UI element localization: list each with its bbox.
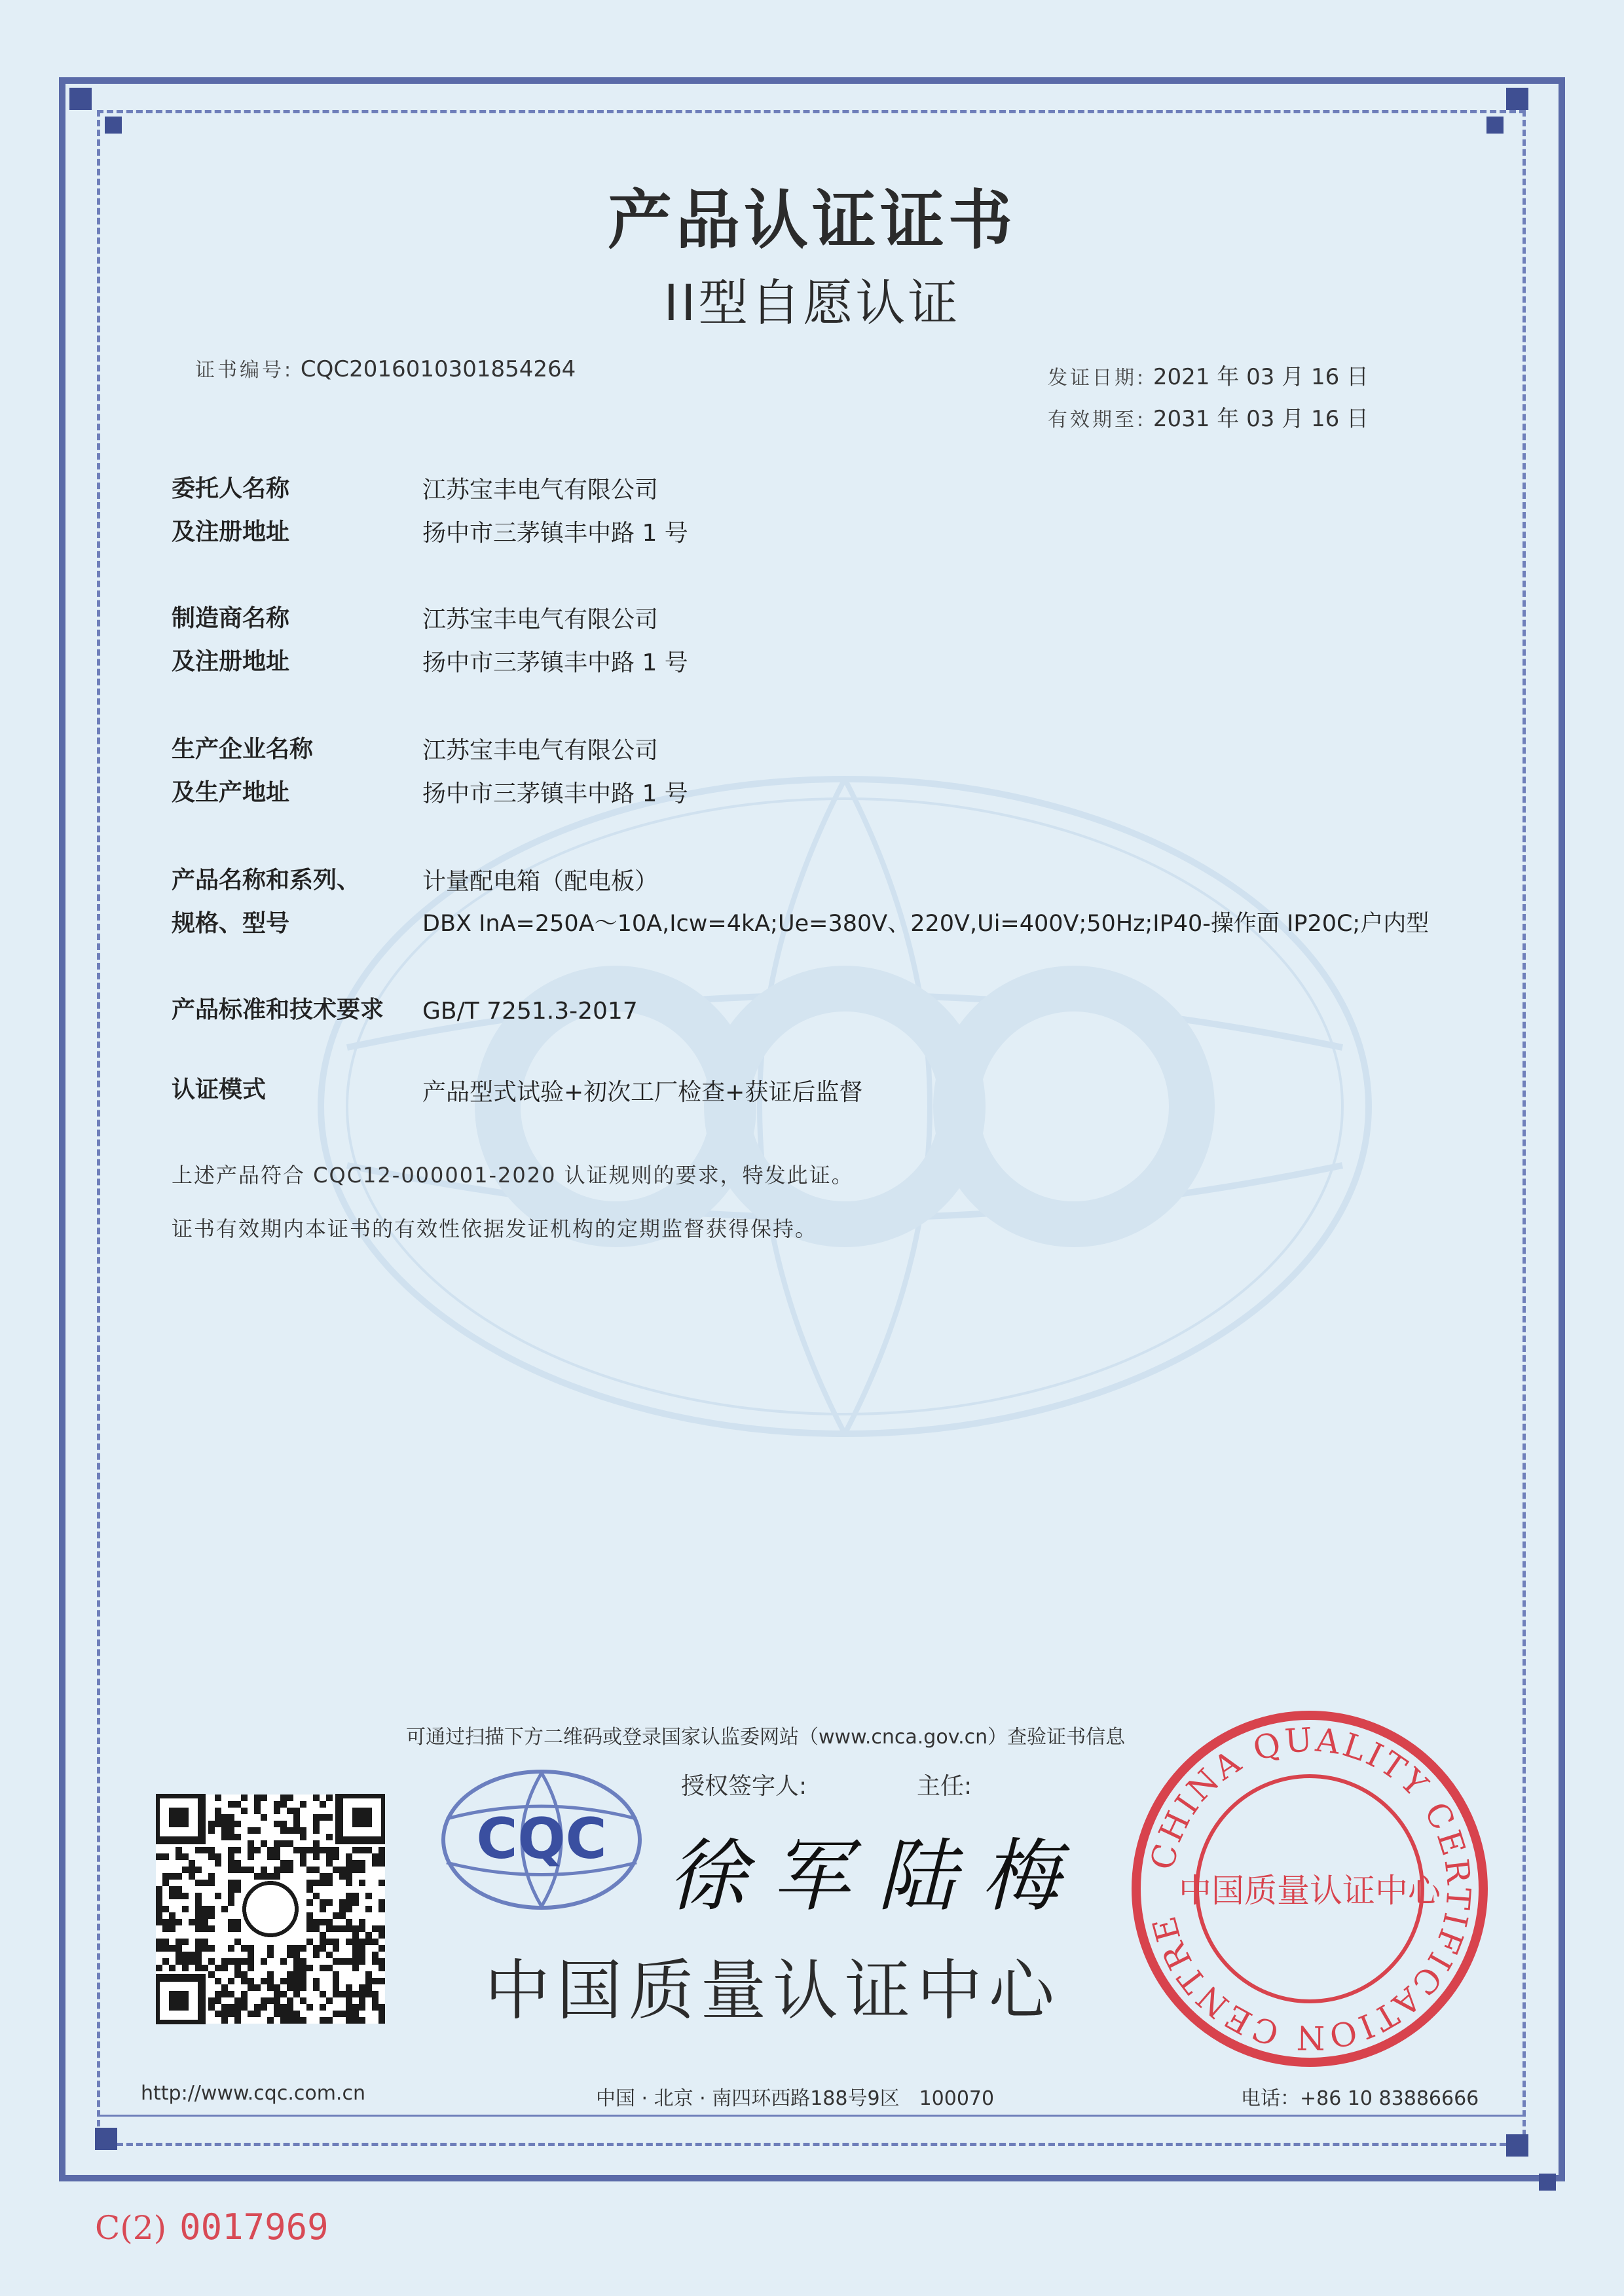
maker-label-2: 及注册地址 — [172, 648, 290, 675]
maker-name: 江苏宝丰电气有限公司 — [422, 606, 659, 633]
serial-number-row — [95, 2206, 329, 2248]
seal-english-text: CHINA QUALITY CERTIFICATION CENTRE — [1143, 1721, 1478, 2057]
standard-value: GB/T 7251.3-2017 — [422, 998, 638, 1025]
organization-name: 中国质量认证中心 — [485, 1952, 1061, 2029]
statement-1: 上述产品符合 CQC12-000001-2020 认证规则的要求，特发此证。 — [172, 1163, 854, 1188]
cert-number: CQC20160103018542​64 — [300, 356, 576, 382]
factory-name: 江苏宝丰电气有限公司 — [422, 737, 659, 764]
signature-director: 陆 梅 — [877, 1831, 1060, 1922]
factory-label-1: 生产企业名称 — [172, 736, 314, 763]
footer-address: 中国 · 北京 · 南四环西路188号9区 100070 — [596, 2087, 995, 2110]
product-name: 计量配电箱（配电板） — [422, 868, 659, 895]
mode-label: 认证模式 — [172, 1076, 267, 1103]
applicant-label-1: 委托人名称 — [172, 475, 290, 502]
verify-text: 可通过扫描下方二维码或登录国家认监委网站（www.cnca.gov.cn）查验证书信息 — [406, 1726, 1126, 1749]
signer-label: 授权签字人: — [681, 1773, 807, 1800]
issue-date: 2021 年 03 月 16 日 — [1153, 364, 1369, 390]
footer-url[interactable]: http://www.cqc.com.cn — [141, 2082, 365, 2105]
factory-label-2: 及生产地址 — [172, 779, 290, 806]
corner-square — [1486, 117, 1504, 134]
applicant-address: 扬中市三茅镇丰中路 1 号 — [422, 520, 688, 547]
certificate-subtitle: II型自愿认证 — [663, 274, 961, 332]
product-label-1: 产品名称和系列、 — [172, 867, 361, 894]
footer-divider — [97, 2115, 1526, 2117]
issue-date-row — [1048, 359, 1369, 391]
factory-address: 扬中市三茅镇丰中路 1 号 — [422, 780, 688, 807]
certificate-title: 产品认证证书 — [607, 183, 1016, 258]
footer-phone: 电话：+86 10 83886666 — [1241, 2087, 1479, 2110]
corner-square — [1506, 2134, 1528, 2157]
corner-square — [95, 2128, 117, 2150]
product-model: DBX InA=250A～10A,Icw=4kA;Ue=380V、220V,Ui=400V;50Hz;IP40-操作面 IP20C;户内型 — [422, 911, 1430, 937]
product-label-2: 规格、型号 — [172, 910, 290, 937]
valid-date-row — [1048, 401, 1369, 433]
corner-square — [105, 117, 122, 134]
applicant-label-2: 及注册地址 — [172, 519, 290, 545]
cqc-logo — [440, 1768, 643, 1912]
official-seal — [1126, 1705, 1493, 2072]
corner-square — [1539, 2174, 1556, 2191]
qr-code[interactable] — [156, 1794, 385, 2024]
valid-date-label: 有效期至: — [1048, 409, 1147, 431]
maker-address: 扬中市三茅镇丰中路 1 号 — [422, 649, 688, 676]
mode-value: 产品型式试验+初次工厂检查+获证后监督 — [422, 1079, 863, 1106]
maker-label-1: 制造商名称 — [172, 605, 290, 632]
valid-date: 2031 年 03 月 16 日 — [1153, 406, 1369, 432]
cert-number-label: 证书编号: — [195, 359, 294, 382]
corner-square — [69, 88, 92, 110]
standard-label: 产品标准和技术要求 — [172, 996, 384, 1023]
serial-prefix: C(2) — [95, 2209, 167, 2247]
seal-chinese-text: 中国质量认证中心 — [1179, 1872, 1441, 1910]
director-label: 主任: — [917, 1773, 972, 1800]
statement-2: 证书有效期内本证书的有效性依据发证机构的定期监督获得保持。 — [172, 1216, 818, 1241]
cqc-logo-text: CQC — [476, 1806, 607, 1872]
corner-square — [1506, 88, 1528, 110]
issue-date-label: 发证日期: — [1048, 367, 1147, 390]
applicant-name: 江苏宝丰电气有限公司 — [422, 477, 659, 503]
cert-number-row — [195, 354, 576, 382]
serial-number: 0017969 — [179, 2206, 329, 2248]
signature-signer: 徐 军 — [668, 1831, 851, 1922]
